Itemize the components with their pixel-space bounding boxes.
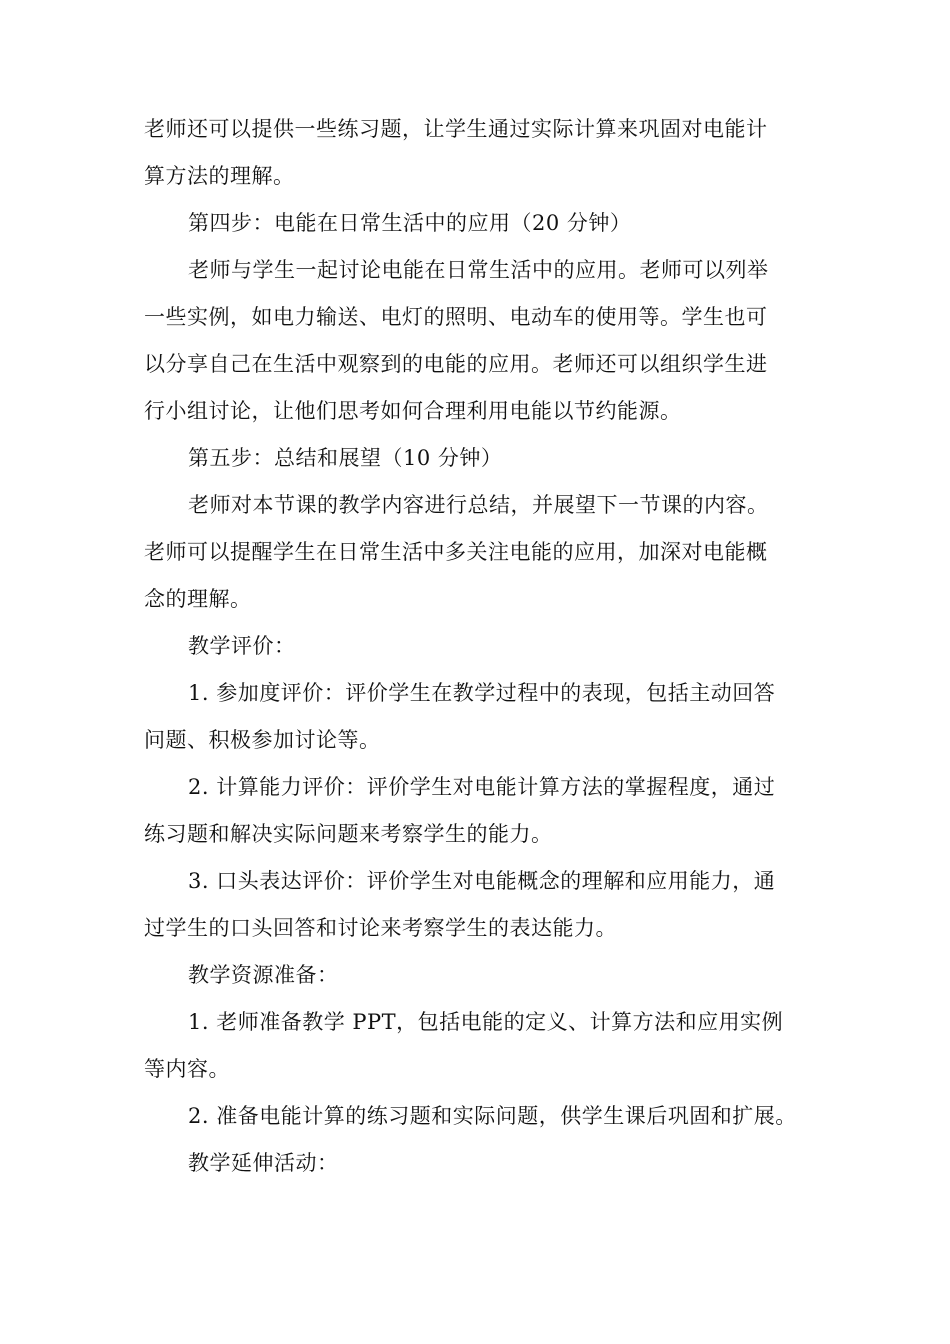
- paragraph: [144, 106, 820, 200]
- paragraph: [144, 999, 820, 1093]
- text-line: 一些实例，如电力输送、电灯的照明、电动车的使用等。学生也可: [144, 305, 768, 329]
- document-body: [144, 106, 820, 1187]
- paragraph: [144, 1093, 820, 1140]
- text-line: 3. 口头表达评价：评价学生对电能概念的理解和应用能力，通: [188, 869, 776, 893]
- text-line: 第四步：电能在日常生活中的应用（20 分钟）: [188, 211, 632, 235]
- text-line: 老师还可以提供一些练习题，让学生通过实际计算来巩固对电能计: [144, 117, 768, 141]
- text-line: 老师对本节课的教学内容进行总结，并展望下一节课的内容。: [188, 493, 769, 517]
- text-line: 2. 计算能力评价：评价学生对电能计算方法的掌握程度，通过: [188, 775, 776, 799]
- text-line: 教学延伸活动：: [188, 1151, 339, 1175]
- text-line: 练习题和解决实际问题来考察学生的能力。: [144, 822, 553, 846]
- paragraph: [144, 764, 820, 858]
- text-line: 教学资源准备：: [188, 963, 339, 987]
- text-line: 老师与学生一起讨论电能在日常生活中的应用。老师可以列举: [188, 258, 769, 282]
- text-line: 1. 参加度评价：评价学生在教学过程中的表现，包括主动回答: [188, 681, 776, 705]
- text-line: 第五步：总结和展望（10 分钟）: [188, 446, 503, 470]
- text-line: 等内容。: [144, 1057, 230, 1081]
- text-line: 过学生的口头回答和讨论来考察学生的表达能力。: [144, 916, 617, 940]
- paragraph: [144, 482, 820, 623]
- paragraph: [144, 200, 820, 247]
- paragraph: [144, 623, 820, 670]
- text-line: 算方法的理解。: [144, 164, 295, 188]
- text-line: 老师可以提醒学生在日常生活中多关注电能的应用，加深对电能概: [144, 540, 768, 564]
- paragraph: [144, 952, 820, 999]
- text-line: 问题、积极参加讨论等。: [144, 728, 381, 752]
- text-line: 以分享自己在生活中观察到的电能的应用。老师还可以组织学生进: [144, 352, 768, 376]
- text-line: 行小组讨论，让他们思考如何合理利用电能以节约能源。: [144, 399, 682, 423]
- paragraph: [144, 435, 820, 482]
- text-line: 1. 老师准备教学 PPT，包括电能的定义、计算方法和应用实例: [188, 1010, 784, 1034]
- text-line: 教学评价：: [188, 634, 296, 658]
- text-line: 念的理解。: [144, 587, 252, 611]
- paragraph: [144, 1140, 820, 1187]
- paragraph: [144, 670, 820, 764]
- text-line: 2. 准备电能计算的练习题和实际问题，供学生课后巩固和扩展。: [188, 1104, 797, 1128]
- paragraph: [144, 247, 820, 435]
- paragraph: [144, 858, 820, 952]
